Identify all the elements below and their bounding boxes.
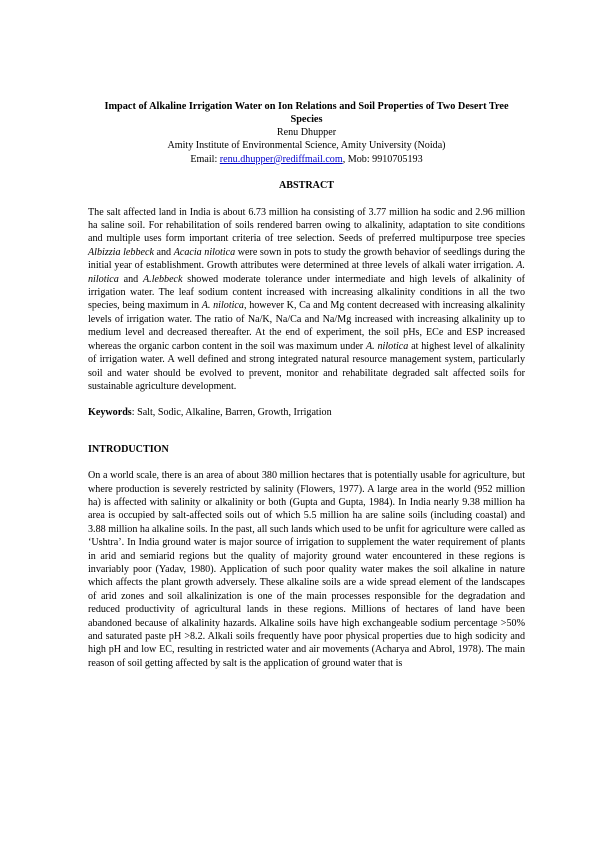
abstract-text: and — [153, 246, 174, 258]
species-name: A.lebbeck — [143, 273, 183, 285]
author-name: Renu Dhupper — [276, 127, 337, 138]
abstract-text: , however K, Ca and Mg content decreased with increasing alkalinity levels of irrigation water. The ratio of Na/K, Na/Ca and Na/Mg increased with increasing alkalinity up to medium level and decreased thereafter. At the end of experiment, the soil pHs, ECe and ESP increased whereas the organic carbon content in the soil was maximum under — [88, 300, 525, 352]
abstract-body — [88, 206, 525, 394]
affiliation: Amity Institute of Environmental Science, Amity University (Noida) — [167, 140, 446, 152]
species-name: Acacia nilotica — [173, 246, 236, 258]
keywords-label: Keywords — [88, 407, 132, 419]
keywords-line — [88, 406, 525, 419]
keywords-text: : Salt, Sodic, Alkaline, Barren, Growth, Irrigation — [131, 407, 332, 419]
species-name: A. nilotica — [201, 300, 244, 312]
abstract-text: were sown in pots to study the growth behavior of seedlings during the initial year of establishment. Growth attributes were determined at three levels of alkali water irrigation. — [88, 246, 525, 272]
species-name: A. nilotica — [365, 340, 409, 352]
email-link[interactable]: renu.dhupper@rediffmail.com — [219, 153, 343, 165]
abstract-heading: ABSTRACT — [279, 180, 334, 192]
introduction-heading: INTRODUCTION — [88, 443, 169, 455]
paper-title: Impact of Alkaline Irrigation Water on Ion Relations and Soil Properties of Two Desert Tree Species — [104, 101, 509, 125]
species-name: A. nilotica — [88, 260, 525, 285]
abstract-text: at highest level of alkalinity of irrigation water. A well defined and strong integrated natural resource management system, particularly soil and water should be evolved to prevent, monitor and rehabilitate degraded salt affected soils for sustainable agriculture development. — [88, 340, 525, 392]
species-name: Albizzia lebbeck — [88, 246, 154, 258]
abstract-text: The salt affected land in India is about 6.73 million ha consisting of 3.77 million ha sodic and 2.96 million ha saline soil. For rehabilitation of soils rendered barren owing to alkalinity, adaptation to site conditions and multiple uses form important criteria of tree selection. Seeds of preferred multipurpose tree species — [88, 206, 525, 245]
mobile-text: , Mob: 9910705193 — [342, 153, 423, 165]
introduction-body: On a world scale, there is an area of about 380 million hectares that is potentially usable for agriculture, but where production is severely restricted by salinity (Flowers, 1977). A large area in the world (952 million ha) is affected with salinity or alkalinity or both (Gupta and Gupta, 1984). In India nearly 9.38 million ha area is occupied by salt-affected soils out of which 5.5 million ha are saline soils (including coastal) and 3.88 million ha alkaline soils. In the past, all such lands which used to be unfit for agriculture were called as ‘Ushtra’. In India ground water is major source of irrigation to supplement the water requirement of plants in arid and semiarid regions but the quality of majority ground water encountered in these regions is invariably poor (Yadav, 1980). Application of such poor quality water makes the soil alkaline in nature which affects the plant growth adversely. These alkaline soils are a wide spread element of the landscapes of arid zones and soil alkalinization is one of the main processes responsible for the degradation and reduced productivity of agricultural lands in these regions. Millions of hectares of land have been abandoned because of alkalinity hazards. Alkaline soils have high exchangeable sodium percentage >50% and saturated paste pH >8.2. Alkali soils frequently have poor physical properties due to high sodicity and high pH and low EC, resulting in restricted water and air movements (Acharya and Abrol, 1978). The main reason of soil getting affected by salt is the application of ground water that is — [88, 470, 525, 669]
contact-line — [88, 153, 525, 166]
paper-page — [88, 100, 525, 670]
email-label: Email: — [190, 153, 220, 165]
abstract-text: and — [118, 273, 143, 285]
abstract-text: showed moderate tolerance under intermediate and high levels of alkalinity of irrigation water. The leaf sodium content increased with increasing alkalinity conditions in all the two species, being maximum in — [88, 273, 525, 312]
